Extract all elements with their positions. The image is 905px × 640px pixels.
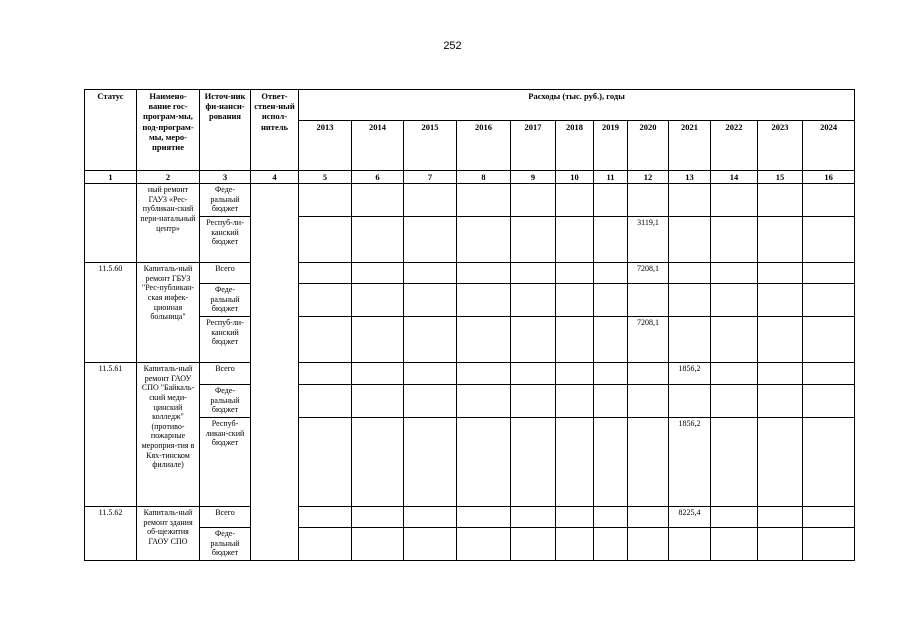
- source-republic: Респуб-ли-канский бюджет: [200, 217, 251, 263]
- column-number: 10: [556, 171, 594, 184]
- column-number: 13: [669, 171, 711, 184]
- column-number: 16: [803, 171, 855, 184]
- entry-status: 11.5.60: [85, 263, 137, 363]
- column-number: 1: [85, 171, 137, 184]
- year-header: 2023: [758, 121, 803, 171]
- table-row: [85, 317, 855, 363]
- header-executor: Ответ-ствен-ный испол-нитель: [251, 90, 299, 171]
- table-row: [85, 507, 855, 528]
- header-name: Наимено-вание гос-програм-мы, под-програм-мы, меро-приятие: [137, 90, 200, 171]
- year-header: 2013: [299, 121, 352, 171]
- year-header: 2018: [556, 121, 594, 171]
- source-total: Всего: [200, 507, 251, 528]
- year-header: 2019: [594, 121, 628, 171]
- column-number: 12: [628, 171, 669, 184]
- page-number: 252: [443, 40, 462, 52]
- table-row: [85, 184, 855, 217]
- entry-status: 11.5.61: [85, 363, 137, 507]
- header-expenses: Расходы (тыс. руб.), годы: [299, 90, 855, 121]
- year-header: 2022: [711, 121, 758, 171]
- value-2021: 1856,2: [669, 418, 711, 507]
- table-row: [85, 528, 855, 561]
- table-row: [85, 284, 855, 317]
- year-header: 2015: [404, 121, 457, 171]
- table-row: [85, 418, 855, 507]
- year-header: 2020: [628, 121, 669, 171]
- value-2021: 1856,2: [669, 363, 711, 385]
- table-row: [85, 385, 855, 418]
- column-number: 11: [594, 171, 628, 184]
- header-source: Источ-ник фи-нанси-рования: [200, 90, 251, 171]
- column-number: 3: [200, 171, 251, 184]
- source-total: Всего: [200, 263, 251, 284]
- year-header: 2017: [511, 121, 556, 171]
- source-federal: Феде-ральный бюджет: [200, 184, 251, 217]
- year-header: 2021: [669, 121, 711, 171]
- column-number: 15: [758, 171, 803, 184]
- header-status: Статус: [85, 90, 137, 171]
- value-2020: 7208,1: [628, 317, 669, 363]
- source-republic: Респуб-ли-канский бюджет: [200, 317, 251, 363]
- source-federal: Феде-ральный бюджет: [200, 284, 251, 317]
- year-header: 2024: [803, 121, 855, 171]
- column-number: 4: [251, 171, 299, 184]
- value-2021: 8225,4: [669, 507, 711, 528]
- value-2020: 7208,1: [628, 263, 669, 284]
- table-row: [85, 217, 855, 263]
- column-number: 5: [299, 171, 352, 184]
- source-federal: Феде-ральный бюджет: [200, 528, 251, 561]
- entry-name: ный ремонт ГАУЗ «Рес-публикан-ский пери-натальный центр»: [137, 184, 200, 263]
- column-number: 8: [457, 171, 511, 184]
- column-number: 6: [352, 171, 404, 184]
- column-number: 14: [711, 171, 758, 184]
- budget-table: [84, 89, 855, 561]
- executor-cell: [251, 184, 299, 561]
- entry-name: Капиталь-ный ремонт ГБУЗ "Рес-публикан-ская инфек-ционная больница": [137, 263, 200, 363]
- header-row-1: [85, 90, 855, 121]
- column-number-row: [85, 171, 855, 184]
- source-total: Всего: [200, 363, 251, 385]
- value-2020: 3119,1: [628, 217, 669, 263]
- column-number: 9: [511, 171, 556, 184]
- entry-name: Капиталь-ный ремонт здания об-щежития ГАОУ СПО: [137, 507, 200, 561]
- year-header: 2014: [352, 121, 404, 171]
- table-row: [85, 363, 855, 385]
- source-federal: Феде-ральный бюджет: [200, 385, 251, 418]
- column-number: 7: [404, 171, 457, 184]
- table-row: [85, 263, 855, 284]
- entry-status: 11.5.62: [85, 507, 137, 561]
- year-header: 2016: [457, 121, 511, 171]
- entry-name: Капиталь-ный ремонт ГАОУ СПО "Байкаль-ский меди-цинский колледж" (противо-пожарные мероприя-тия в Кях-тинском филиале): [137, 363, 200, 507]
- source-republic: Респуб-ликан-ский бюджет: [200, 418, 251, 507]
- entry-status: [85, 184, 137, 263]
- column-number: 2: [137, 171, 200, 184]
